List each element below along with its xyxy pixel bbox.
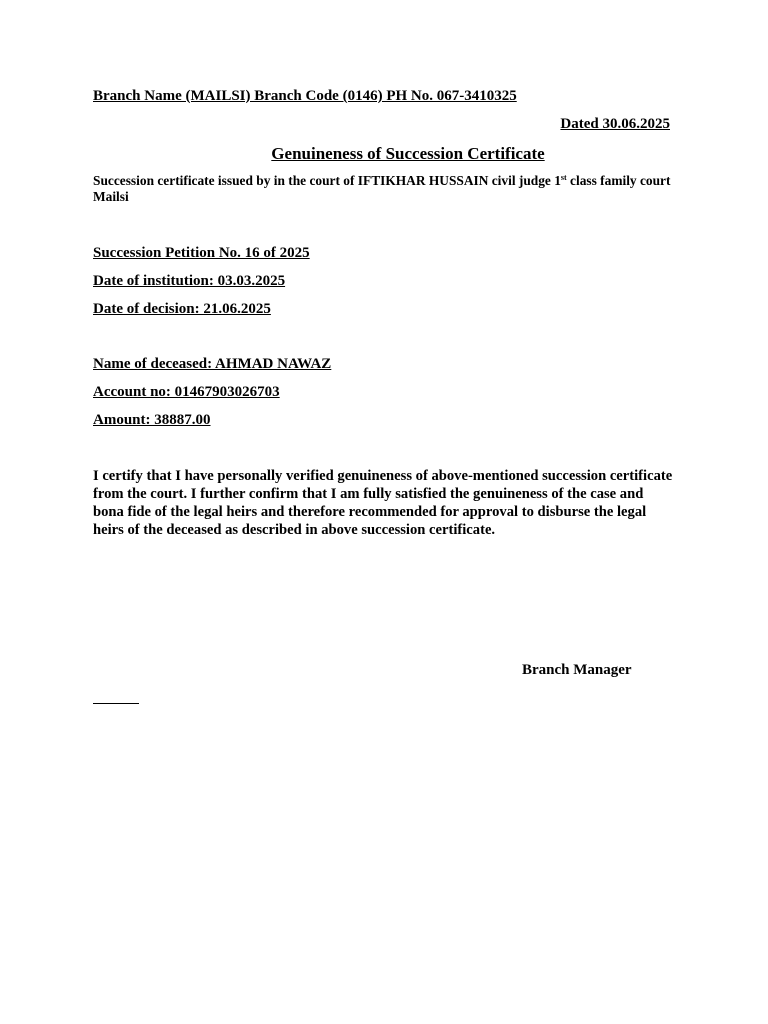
intro-text: Succession certificate issued by in the court of IFTIKHAR HUSSAIN civil judge 1 <box>93 173 561 188</box>
intro-paragraph <box>93 173 683 205</box>
certification-paragraph: I certify that I have personally verified genuineness of above-mentioned succession certificate from the court. I further confirm that I am fully satisfied the genuineness of the case and bona fide of the legal heirs and therefore recommended for approval to disburse the legal heirs of the deceased as described in above succession certificate. <box>93 468 673 538</box>
institution-date: Date of institution: 03.03.2025 <box>93 273 286 289</box>
document-title: Genuineness of Succession Certificate <box>271 144 545 163</box>
deceased-name: Name of deceased: AHMAD NAWAZ <box>93 356 332 372</box>
intro-superscript: st <box>560 173 567 182</box>
petition-number: Succession Petition No. 16 of 2025 <box>93 245 310 261</box>
amount: Amount: 38887.00 <box>93 412 211 428</box>
signature-line <box>93 703 139 704</box>
intro-text-continued: class family court Mailsi <box>93 173 671 204</box>
account-number: Account no: 01467903026703 <box>93 384 280 400</box>
decision-date: Date of decision: 21.06.2025 <box>93 301 271 317</box>
date-line: Dated 30.06.2025 <box>560 116 670 132</box>
branch-info-line: Branch Name (MAILSI) Branch Code (0146) PH No. 067-3410325 <box>93 88 517 104</box>
signatory-title: Branch Manager <box>522 662 632 678</box>
